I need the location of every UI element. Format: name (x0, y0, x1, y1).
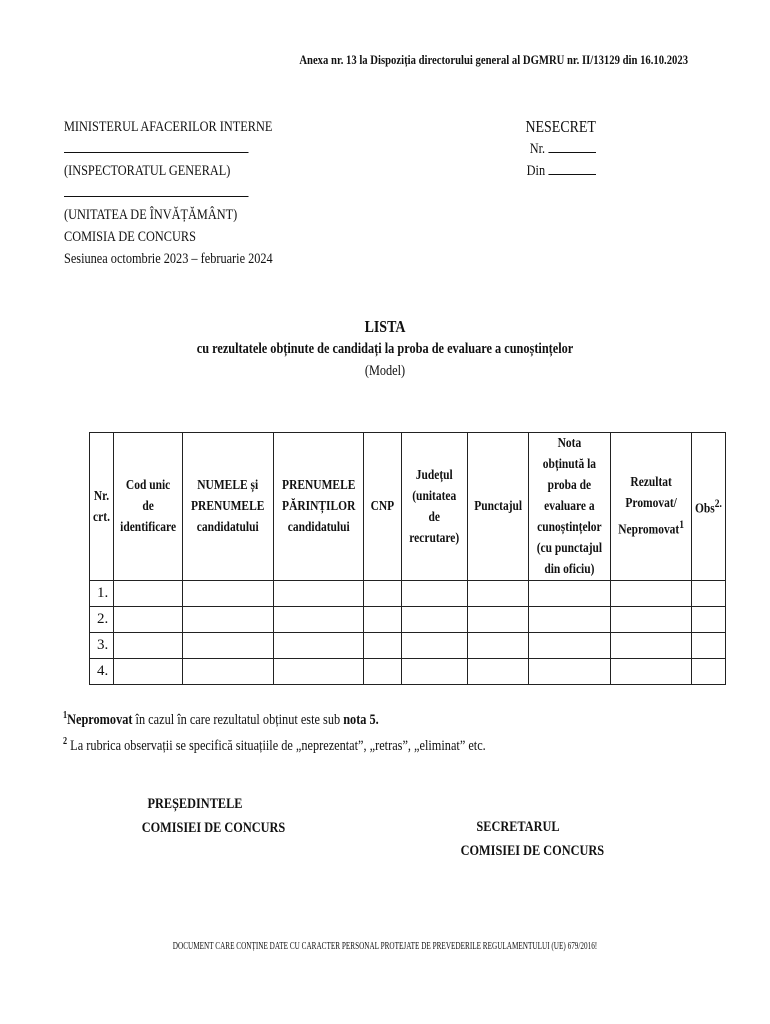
classification-label: NESECRET (525, 117, 596, 136)
table-row (90, 607, 726, 633)
issuer-block (64, 116, 273, 270)
president-title: PREȘEDINTELE (147, 796, 243, 812)
cell-county[interactable] (402, 633, 468, 659)
cell-name[interactable] (183, 633, 273, 659)
row-number: 3. (90, 633, 114, 659)
table-row (90, 581, 726, 607)
secretary-signature-block (448, 815, 605, 863)
cell-code[interactable] (114, 581, 183, 607)
cell-parents[interactable] (273, 607, 363, 633)
din-field (526, 160, 596, 182)
footnote-2: $^2$ La rubrica observații se specifică situațiile de „neprezentat”, „retras”, „eliminat” etc. (63, 736, 486, 754)
cell-grade[interactable] (529, 633, 611, 659)
unit-label: (UNITATEA DE ÎNVĂȚĂMÂNT) (64, 207, 238, 223)
commission-label: COMISIA DE CONCURS (64, 229, 196, 245)
cell-cnp[interactable] (364, 633, 402, 659)
cell-score[interactable] (467, 607, 528, 633)
header-nr: Nr. crt. (90, 433, 114, 581)
annex-reference (214, 52, 688, 68)
cell-cnp[interactable] (364, 581, 402, 607)
footnotes (63, 705, 486, 757)
cell-cnp[interactable] (364, 659, 402, 685)
header-parents: PRENUMELE PĂRINȚILOR candidatului (273, 433, 363, 581)
cell-result[interactable] (610, 607, 691, 633)
cell-grade[interactable] (529, 659, 611, 685)
personal-data-notice-text: DOCUMENT CARE CONȚINE DATE CU CARACTER PERSONAL PROTEJATE DE PREVEDERILE REGULAMENTULUI (UE) 679/2016! (172, 941, 598, 952)
header-result: Rezultat Promovat/ Nepromovat$^1$ (610, 433, 691, 581)
cell-code[interactable] (114, 607, 183, 633)
cell-parents[interactable] (273, 581, 363, 607)
header-score: Punctajul (467, 433, 528, 581)
table-row (90, 659, 726, 685)
blank-line-1 (64, 138, 273, 160)
personal-data-notice (0, 941, 770, 952)
cell-obs[interactable] (692, 659, 726, 685)
cell-parents[interactable] (273, 659, 363, 685)
table-row (90, 633, 726, 659)
title-model: (Model) (364, 363, 406, 379)
annex-text: Anexa nr. 13 la Dispoziția directorului general al DGMRU nr. II/13129 din 16.10.2023 (299, 52, 688, 67)
cell-name[interactable] (183, 581, 273, 607)
nr-field (526, 138, 596, 160)
cell-obs[interactable] (692, 581, 726, 607)
president-commission: COMISIEI DE CONCURS (141, 820, 286, 836)
results-table (89, 432, 726, 685)
cell-name[interactable] (183, 659, 273, 685)
cell-county[interactable] (402, 581, 468, 607)
cell-obs[interactable] (692, 633, 726, 659)
cell-grade[interactable] (529, 607, 611, 633)
cell-code[interactable] (114, 633, 183, 659)
secretary-title: SECRETARUL (476, 819, 560, 835)
cell-cnp[interactable] (364, 607, 402, 633)
cell-parents[interactable] (273, 633, 363, 659)
cell-result[interactable] (610, 581, 691, 607)
cell-result[interactable] (610, 633, 691, 659)
cell-score[interactable] (467, 633, 528, 659)
row-number: 1. (90, 581, 114, 607)
row-number: 4. (90, 659, 114, 685)
row-number: 2. (90, 607, 114, 633)
header-county: Județul (unitatea de recrutare) (402, 433, 468, 581)
cell-score[interactable] (467, 581, 528, 607)
table-header-row (90, 433, 726, 581)
registration-block (526, 116, 596, 182)
inspectorate-label: (INSPECTORATUL GENERAL) (64, 163, 231, 179)
session-label: Sesiunea octombrie 2023 – februarie 2024 (64, 251, 273, 267)
header-grade: Nota obținută la proba de evaluare a cunoștințelor (cu punctajul din oficiu) (529, 433, 611, 581)
header-cnp: CNP (364, 433, 402, 581)
nr-label: Nr. (529, 141, 546, 157)
cell-county[interactable] (402, 607, 468, 633)
din-label: Din (526, 163, 546, 179)
cell-result[interactable] (610, 659, 691, 685)
document-title (0, 316, 770, 382)
ministry-name: MINISTERUL AFACERILOR INTERNE (64, 119, 273, 135)
president-signature-block (130, 792, 286, 840)
header-name: NUMELE și PRENUMELE candidatului (183, 433, 273, 581)
secretary-commission: COMISIEI DE CONCURS (460, 843, 605, 859)
cell-county[interactable] (402, 659, 468, 685)
title-subtitle: cu rezultatele obținute de candidați la proba de evaluare a cunoștințelor (196, 341, 574, 357)
title-main: LISTA (364, 317, 406, 336)
cell-score[interactable] (467, 659, 528, 685)
cell-obs[interactable] (692, 607, 726, 633)
header-code: Cod unic de identificare (114, 433, 183, 581)
cell-code[interactable] (114, 659, 183, 685)
header-obs: Obs$^{2.}$ (692, 433, 726, 581)
cell-grade[interactable] (529, 581, 611, 607)
cell-name[interactable] (183, 607, 273, 633)
footnote-1: $^1$Nepromovat în cazul în care rezultatul obținut este sub nota 5. (63, 710, 379, 728)
blank-line-2 (64, 182, 273, 204)
